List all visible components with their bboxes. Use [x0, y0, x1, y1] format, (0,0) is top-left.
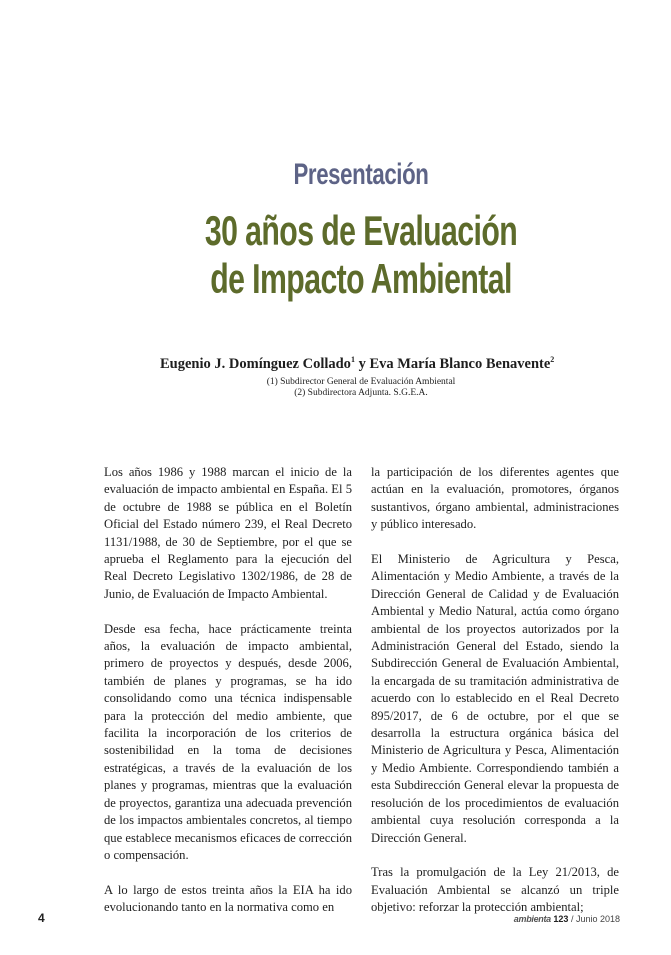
- issue-date: / Junio 2018: [568, 914, 620, 924]
- author-joiner: y: [354, 355, 370, 372]
- author-2: Eva María Blanco Benavente: [369, 355, 551, 372]
- paragraph: Desde esa fecha, hace prácticamente treinta años, la evaluación de impacto ambiental, primero de proyectos y después, desde 2006, también de planes y programas, se ha ido consolidando como una técnica indispensable para la protección del medio ambiente, que facilita la incorporación de los criterios de sostenibilidad en la toma de decisiones estratégicas, a través de la evaluación de los planes y programas, mientras que la evaluación de proyectos, garantiza una adecuada prevención de los impactos ambientales concretos, al tiempo que establece mecanismos eficaces de corrección o compensación.: [104, 621, 352, 862]
- author-1: Eugenio J. Domínguez Collado: [160, 355, 351, 372]
- issue-number: 123: [553, 914, 569, 924]
- authors-line: [160, 355, 580, 373]
- affiliations: [0, 377, 671, 399]
- paragraph: Tras la promulgación de la Ley 21/2013, de Evaluación Ambiental se alcanzó un triple objetivo: reforzar la protección ambiental;: [371, 865, 619, 915]
- section-label: Presentación: [293, 158, 429, 191]
- page-number: 4: [38, 911, 45, 925]
- author-1-mark: 1: [350, 355, 355, 364]
- article-title-line-2: de Impacto Ambiental: [210, 255, 512, 302]
- paragraph: Los años 1986 y 1988 marcan el inicio de la evaluación de impacto ambiental en España. El 5 de octubre de 1988 se pública en el Boletín Oficial del Estado número 239, el Real Decreto 1131/1988, de 30 de Septiembre, por el que se aprueba el Reglamento para la ejecución del Real Decreto Legislativo 1302/1986, de 28 de Junio, de Evaluación de Impacto Ambiental.: [104, 465, 352, 601]
- affiliation-1: (1) Subdirector General de Evaluación Ambiental: [266, 377, 456, 387]
- article-title-line-1: 30 años de Evaluación: [204, 207, 518, 254]
- paragraph: la participación de los diferentes agentes que actúan en la evaluación, promotores, órganos sustantivos, órgano ambiental, administraciones y público interesado.: [371, 465, 619, 532]
- footer-issue: [514, 914, 620, 924]
- paragraph: A lo largo de estos treinta años la EIA ha ido evolucionando tanto en la normativa como en: [104, 882, 352, 915]
- author-2-mark: 2: [550, 355, 555, 364]
- body-column-left: [104, 464, 352, 934]
- body-column-right: [371, 464, 619, 934]
- magazine-brand: ambienta: [513, 914, 551, 924]
- paragraph: El Ministerio de Agricultura y Pesca, Alimentación y Medio Ambiente, a través de la Dirección General de Calidad y de Evaluación Ambiental y Medio Natural, actúa como órgano ambiental de los proyectos autorizados por la Administración General del Estado, siendo la Subdirección General de Evaluación Ambiental, la encargada de su tramitación administrativa de acuerdo con lo establecido en el Real Decreto 895/2017, de 6 de octubre, por el que se desarrolla la estructura orgánica básica del Ministerio de Agricultura y Pesca, Alimentación y Medio Ambiente. Correspondiendo también a esta Subdirección General elevar la propuesta de resolución de los procedimientos de evaluación ambiental cuya resolución corresponda a la Dirección General.: [371, 552, 619, 845]
- affiliation-2: (2) Subdirectora Adjunta. S.G.E.A.: [294, 388, 428, 398]
